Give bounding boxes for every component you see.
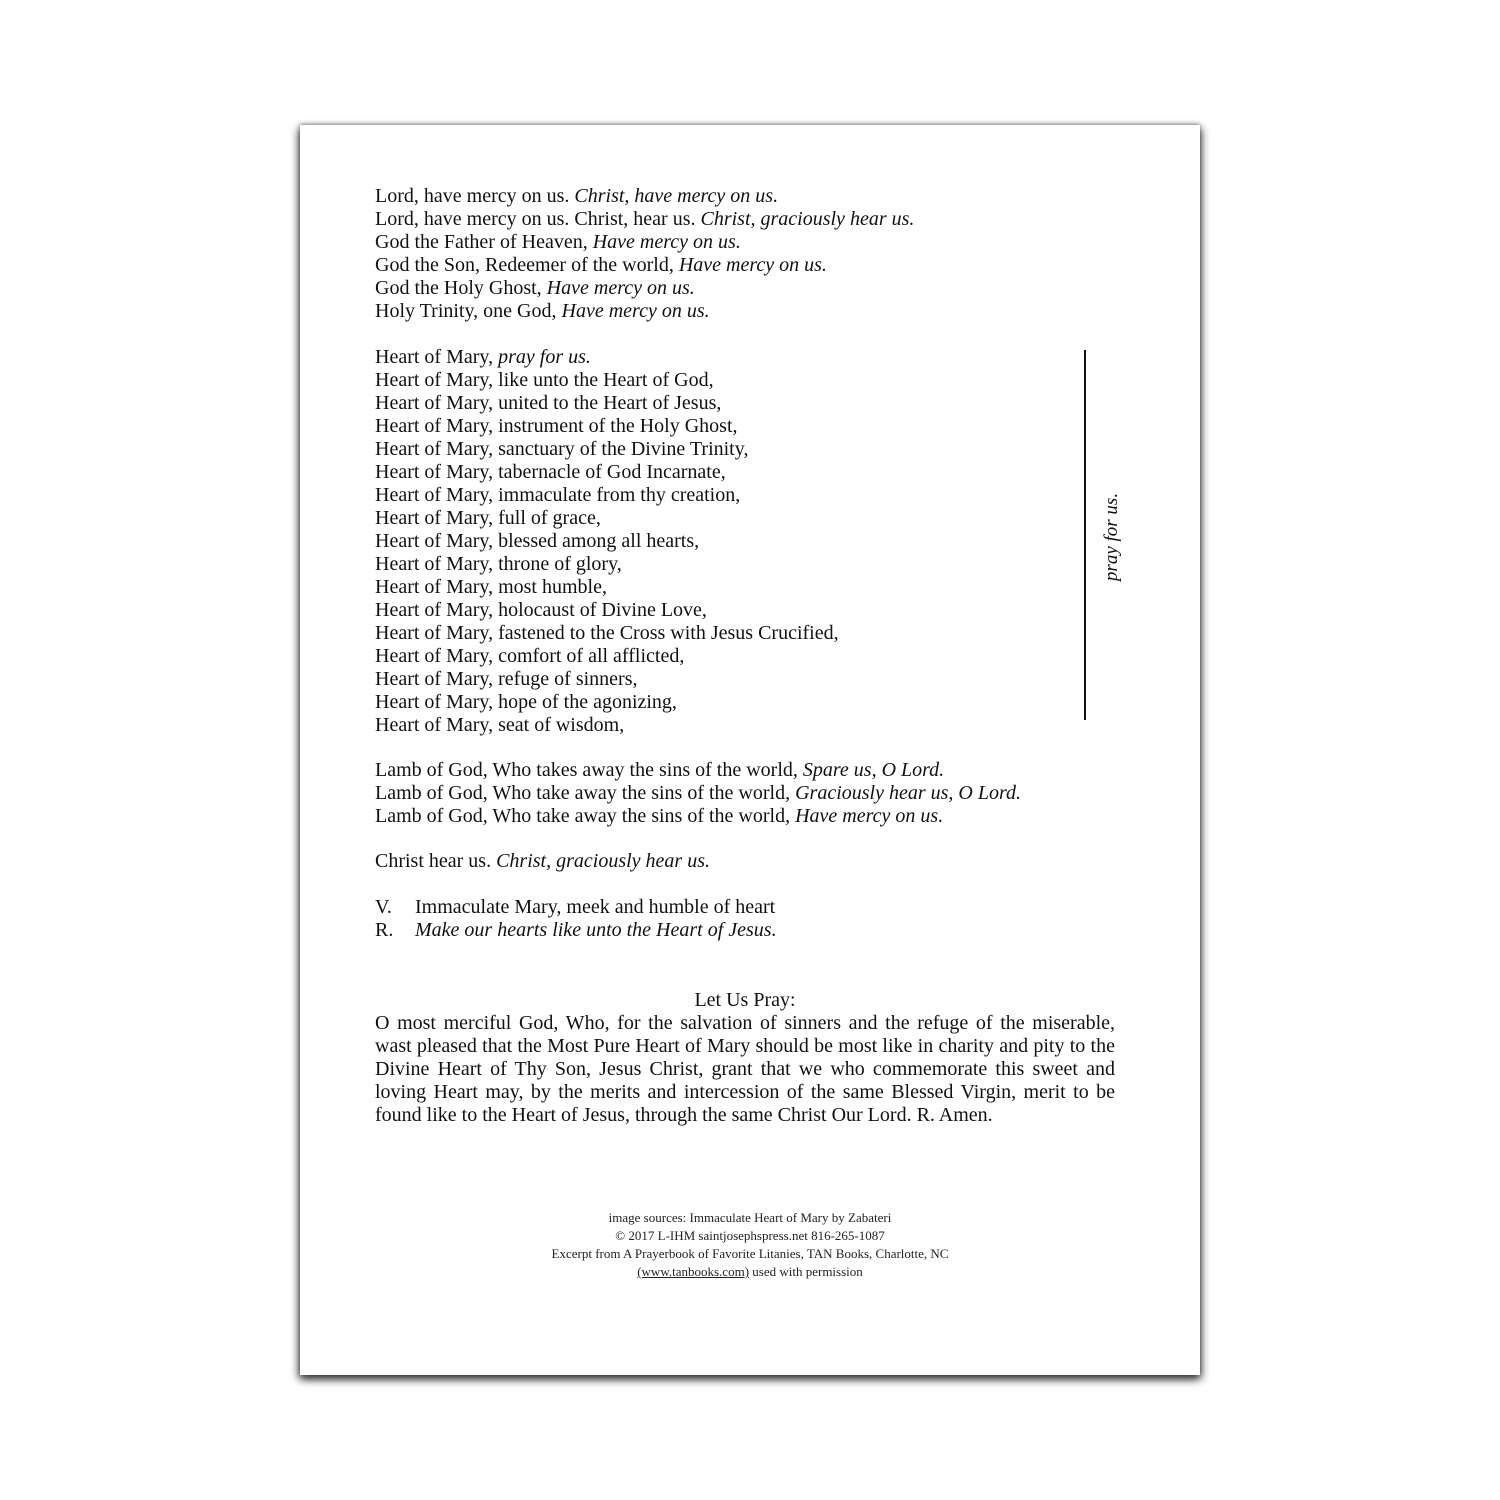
petition-line: Lamb of God, Who take away the sins of the world, Graciously hear us, O Lord.	[375, 782, 1022, 804]
footer-copyright: © 2017 L-IHM saintjosephspress.net 816-265-1087	[615, 1228, 885, 1243]
petition-line: Lord, have mercy on us. Christ, have mercy on us.	[375, 185, 779, 207]
invocation-line: Heart of Mary, immaculate from thy creation,	[375, 484, 741, 506]
invocation-line: Heart of Mary, united to the Heart of Jesus,	[375, 392, 722, 414]
footer-excerpt-source: Excerpt from A Prayerbook of Favorite Litanies, TAN Books, Charlotte, NC	[551, 1246, 949, 1261]
christ-hear-us-line: Christ hear us. Christ, graciously hear us.	[375, 850, 710, 872]
response-line: R. Make our hearts like unto the Heart of Jesus.	[375, 919, 777, 941]
litany-page	[300, 125, 1200, 1375]
petition-line: God the Holy Ghost, Have mercy on us.	[375, 277, 695, 299]
versicle-response	[375, 896, 777, 942]
invocation-line: Heart of Mary, instrument of the Holy Ghost,	[375, 415, 738, 437]
invocation-line: Heart of Mary, pray for us.	[375, 346, 591, 368]
side-response-text: pray for us.	[1101, 492, 1122, 582]
petition-line: Lord, have mercy on us. Christ, hear us. Christ, graciously hear us.	[375, 208, 915, 230]
response-bracket-line	[1084, 350, 1086, 720]
footer-permission: (www.tanbooks.com) used with permission	[637, 1264, 863, 1279]
invocation-line: Heart of Mary, sanctuary of the Divine Trinity,	[375, 438, 749, 460]
petition-line: God the Son, Redeemer of the world, Have mercy on us.	[375, 254, 827, 276]
versicle-line: V. Immaculate Mary, meek and humble of heart	[375, 896, 776, 918]
invocation-line: Heart of Mary, seat of wisdom,	[375, 714, 625, 736]
invocation-line: Heart of Mary, like unto the Heart of God,	[375, 369, 714, 391]
lamb-of-god-petitions	[375, 759, 1021, 828]
invocation-line: Heart of Mary, holocaust of Divine Love,	[375, 599, 707, 621]
invocation-line: Heart of Mary, full of grace,	[375, 507, 601, 529]
heart-of-mary-invocations	[375, 346, 839, 737]
invocation-line: Heart of Mary, comfort of all afflicted,	[375, 645, 685, 667]
invocation-line: Heart of Mary, fastened to the Cross with Jesus Crucified,	[375, 622, 839, 644]
invocation-line: Heart of Mary, hope of the agonizing,	[375, 691, 677, 713]
closing-prayer: O most merciful God, Who, for the salvation of sinners and the refuge of the miserable, wast pleased that the Most Pure Heart of Mary should be most like in charity and pity to the Divine Heart of Thy Son, Jesus Christ, grant that we who commemorate this sweet and loving Heart may, by the merits and intercession of the same Blessed Virgin, merit to be found like to the Heart of Jesus, through the same Christ Our Lord. R. Amen.	[375, 1012, 1115, 1126]
credits-footer	[300, 1209, 1200, 1281]
invocation-line: Heart of Mary, throne of glory,	[375, 553, 622, 575]
invocation-line: Heart of Mary, blessed among all hearts,	[375, 530, 700, 552]
prayer-title: Let Us Pray:	[694, 989, 796, 1011]
petition-line: Lamb of God, Who takes away the sins of the world, Spare us, O Lord.	[375, 759, 945, 781]
petition-line: God the Father of Heaven, Have mercy on us.	[375, 231, 741, 253]
tanbooks-link[interactable]: (www.tanbooks.com)	[637, 1264, 750, 1279]
invocation-line: Heart of Mary, refuge of sinners,	[375, 668, 638, 690]
petition-line: Lamb of God, Who take away the sins of the world, Have mercy on us.	[375, 805, 944, 827]
footer-image-source: image sources: Immaculate Heart of Mary by Zabateri	[608, 1210, 892, 1225]
invocation-line: Heart of Mary, most humble,	[375, 576, 607, 598]
opening-petitions	[375, 185, 914, 323]
invocation-line: Heart of Mary, tabernacle of God Incarnate,	[375, 461, 726, 483]
petition-line: Holy Trinity, one God, Have mercy on us.	[375, 300, 710, 322]
